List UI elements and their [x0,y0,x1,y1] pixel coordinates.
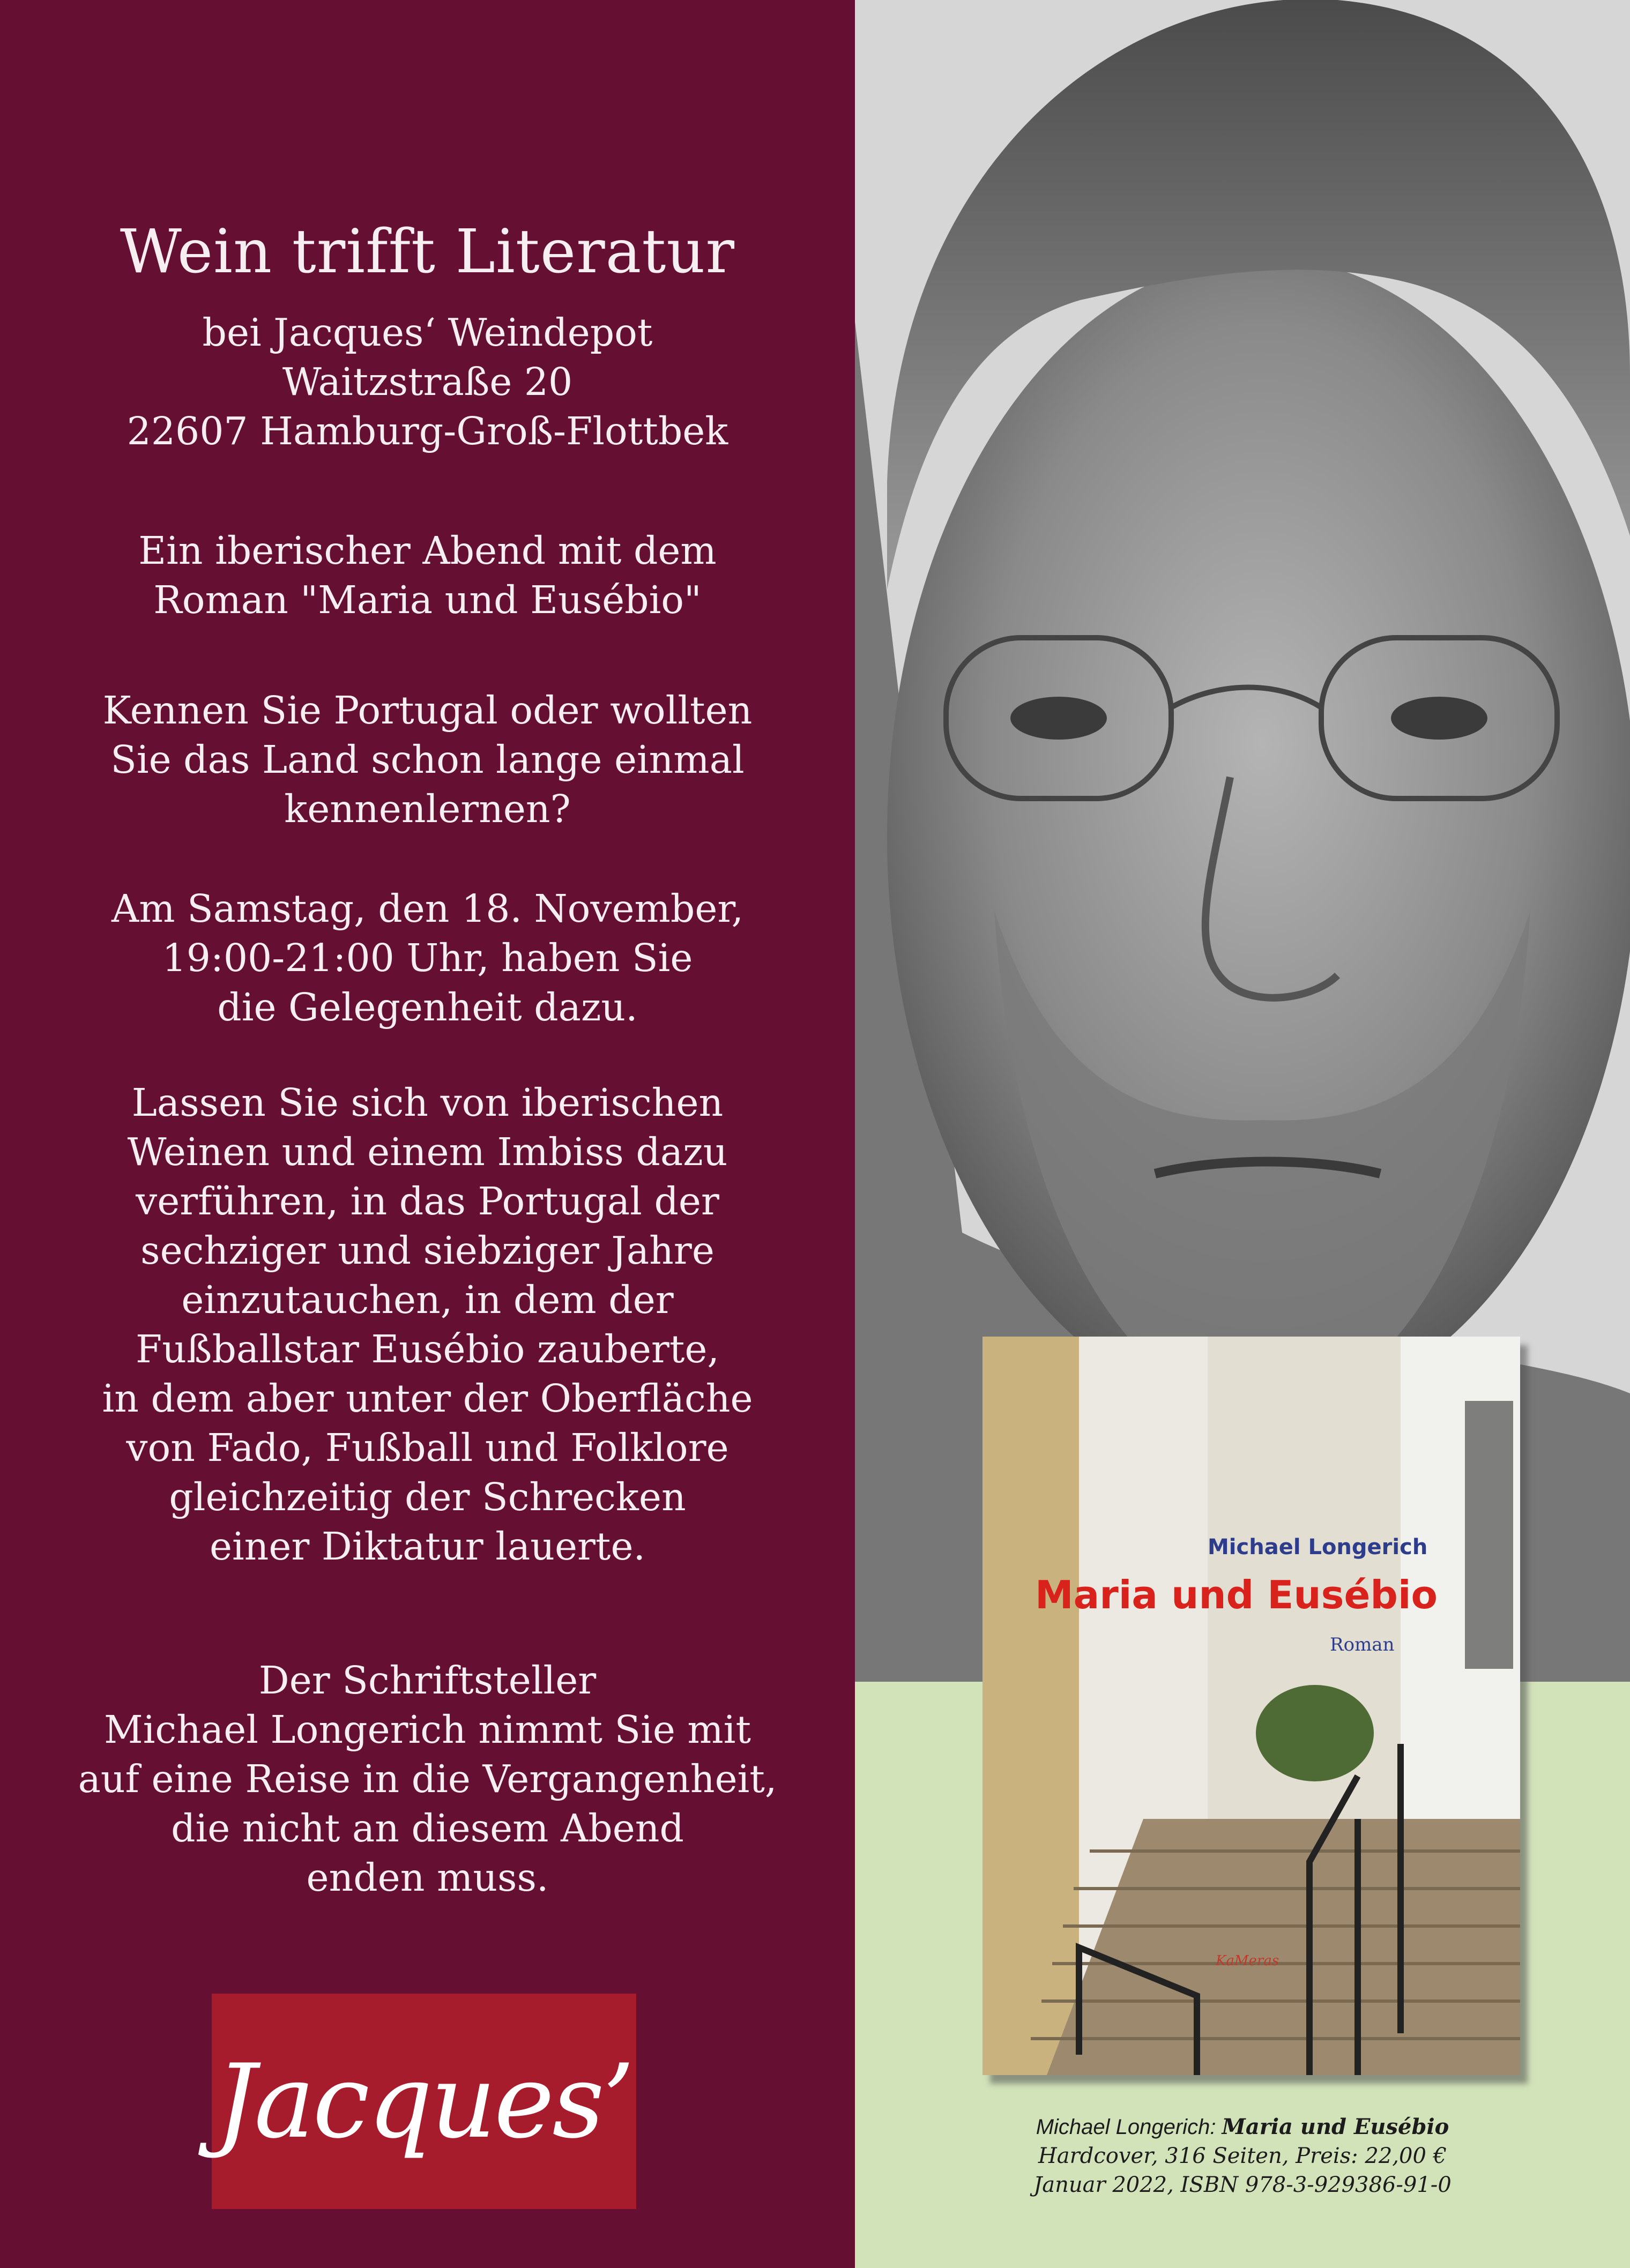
description-line: einzutauchen, in dem der [181,1278,674,1322]
description-line: Fußballstar Eusébio zauberte, [136,1327,719,1371]
caption-author: Michael Longerich: [1036,2115,1222,2139]
venue-line: bei Jacques‘ Weindepot [202,310,653,355]
caption-details: Hardcover, 316 Seiten, Preis: 22,00 € [1038,2144,1447,2168]
date-line: Am Samstag, den 18. November, [111,886,744,931]
caption-book-title: Maria und Eusébio [1222,2114,1449,2139]
venue-address [0,308,855,456]
book-caption [855,2113,1630,2199]
book-cover [983,1337,1520,2075]
description-line: verführen, in das Portugal der [136,1179,719,1223]
author-line: enden muss. [306,1855,549,1900]
event-title: Wein trifft Literatur [120,217,735,287]
caption-title-line [855,2113,1630,2142]
logo-wordmark: Jacques’ [215,2042,633,2161]
event-intro [0,526,855,625]
caption-release: Januar 2022, ISBN 978-3-929386-91-0 [1033,2173,1452,2197]
description-line: Weinen und einem Imbiss dazu [127,1130,728,1174]
author-line: Der Schriftsteller [258,1658,597,1703]
event-question [0,686,855,834]
date-line: 19:00-21:00 Uhr, haben Sie [162,936,693,980]
jacques-logo [212,1994,636,2209]
description-line: sechziger und siebziger Jahre [140,1228,714,1273]
description-line: gleichzeitig der Schrecken [169,1475,686,1519]
description-line: einer Diktatur lauerte. [209,1524,646,1569]
event-description [0,1078,855,1571]
book-author: Michael Longerich [1208,1535,1428,1560]
book-publisher: KaMeras [1216,1953,1279,1969]
question-line: Kennen Sie Portugal oder wollten [102,688,753,733]
question-line: kennenlernen? [284,787,571,831]
author-line: die nicht an diesem Abend [171,1806,684,1851]
book-genre: Roman [1330,1634,1395,1655]
author-invitation [0,1656,855,1903]
description-line: von Fado, Fußball und Folklore [126,1426,729,1470]
question-line: Sie das Land schon lange einmal [110,737,745,782]
description-line: in dem aber unter der Oberfläche [102,1376,753,1421]
event-date [0,884,855,1032]
venue-line: Waitzstraße 20 [282,360,573,404]
date-line: die Gelegenheit dazu. [217,985,638,1029]
venue-line: 22607 Hamburg-Groß-Flottbek [126,409,728,453]
intro-line: Ein iberischer Abend mit dem [138,528,717,573]
author-panel [855,0,1630,2268]
author-line: Michael Longerich nimmt Sie mit [104,1707,751,1752]
intro-line: Roman "Maria und Eusébio" [153,578,702,622]
book-title: Maria und Eusébio [1035,1572,1438,1617]
description-line: Lassen Sie sich von iberischen [131,1080,724,1125]
author-line: auf eine Reise in die Vergangenheit, [78,1757,777,1801]
